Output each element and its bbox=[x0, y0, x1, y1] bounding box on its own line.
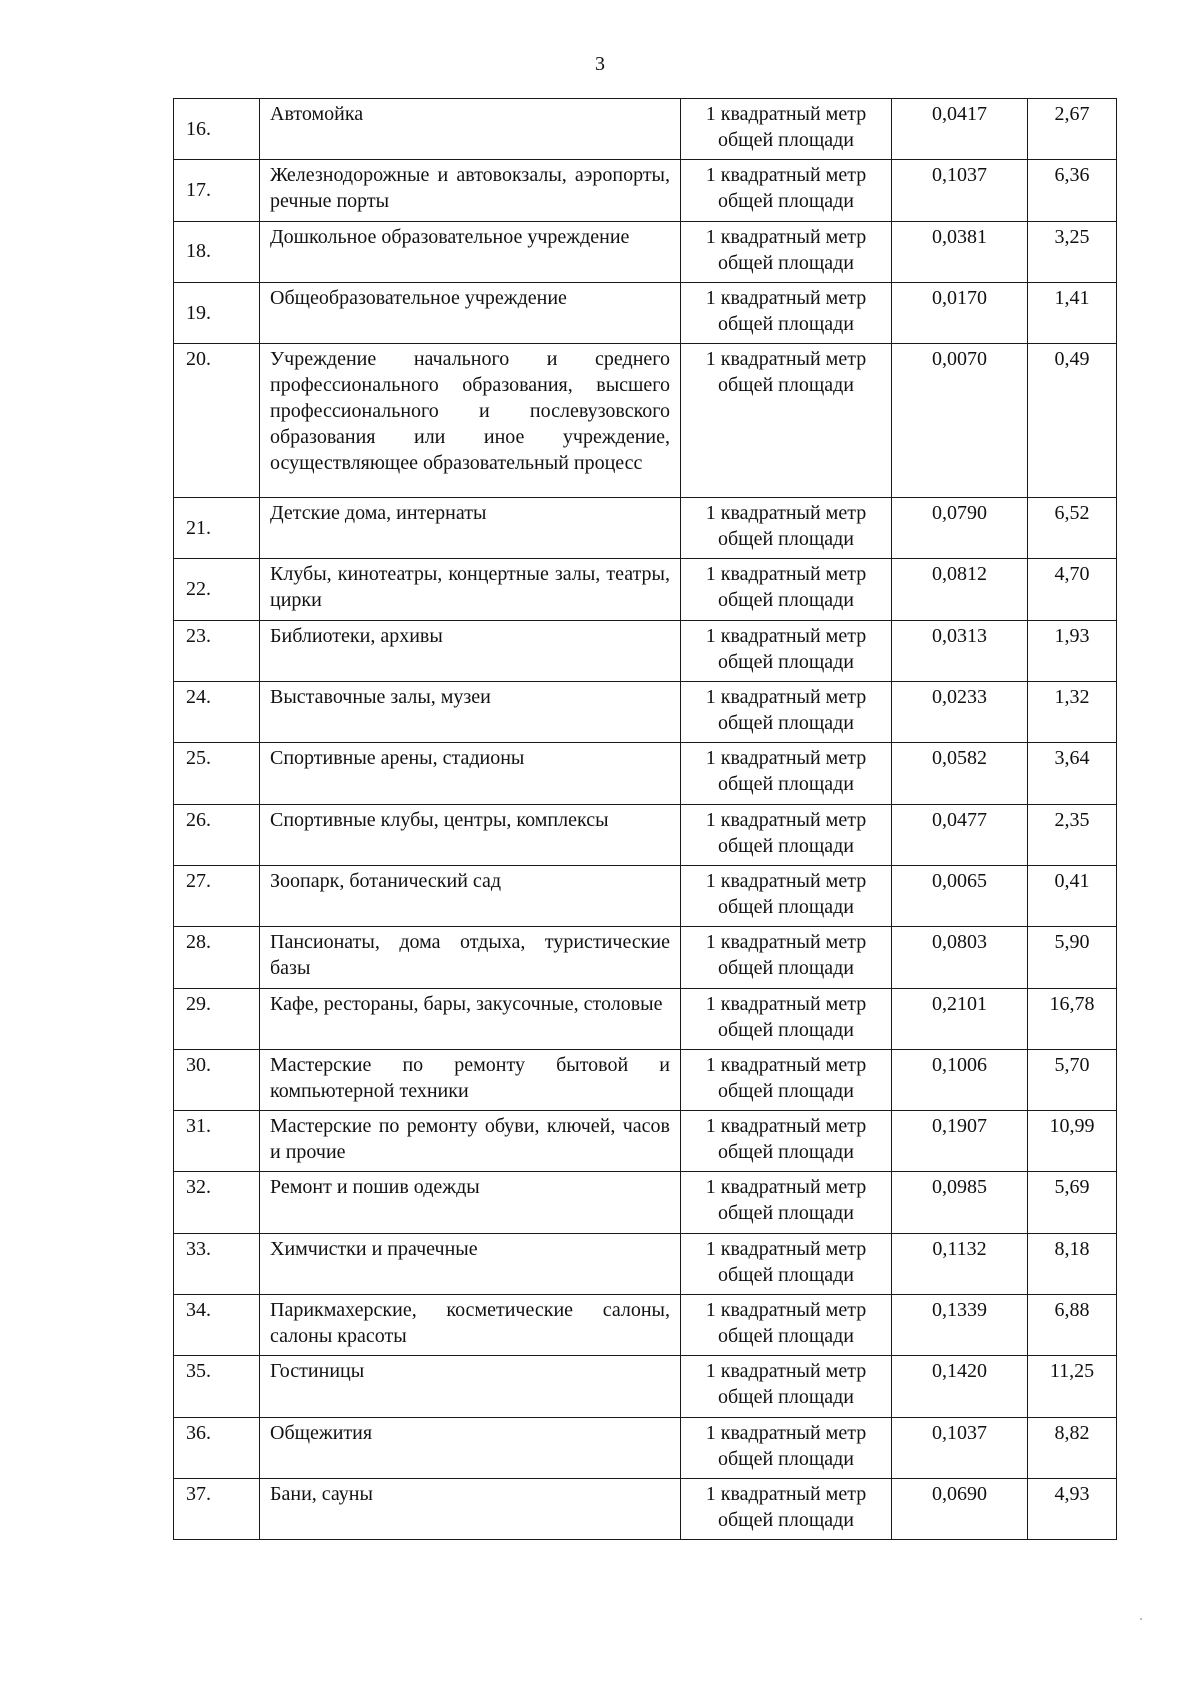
row-number: 30. bbox=[174, 1049, 260, 1110]
norm-value-2: 1,93 bbox=[1028, 620, 1117, 681]
norm-value-2: 3,64 bbox=[1028, 743, 1117, 804]
unit-of-measure: 1 квадратный метр общей площади bbox=[681, 221, 892, 282]
norms-table-body bbox=[174, 99, 1117, 1540]
table-row bbox=[174, 1417, 1117, 1478]
object-name: Мастерские по ремонту бытовой и компьютерной техники bbox=[260, 1049, 681, 1110]
object-name: Общежития bbox=[260, 1417, 681, 1478]
row-number: 20. bbox=[174, 344, 260, 498]
norm-value-2: 6,88 bbox=[1028, 1295, 1117, 1356]
unit-of-measure: 1 квадратный метр общей площади bbox=[681, 682, 892, 743]
row-number: 19. bbox=[174, 282, 260, 343]
unit-of-measure: 1 квадратный метр общей площади bbox=[681, 559, 892, 620]
row-number: 22. bbox=[174, 559, 260, 620]
object-name: Гостиницы bbox=[260, 1356, 681, 1417]
unit-of-measure: 1 квадратный метр общей площади bbox=[681, 804, 892, 865]
unit-of-measure: 1 квадратный метр общей площади bbox=[681, 1417, 892, 1478]
unit-of-measure: 1 квадратный метр общей площади bbox=[681, 99, 892, 160]
object-name: Дошкольное образовательное учреждение bbox=[260, 221, 681, 282]
object-name: Пансионаты, дома отдыха, туристические базы bbox=[260, 927, 681, 988]
object-name: Автомойка bbox=[260, 99, 681, 160]
object-name: Ремонт и пошив одежды bbox=[260, 1172, 681, 1233]
norm-value-2: 4,93 bbox=[1028, 1478, 1117, 1539]
table-row bbox=[174, 1172, 1117, 1233]
row-number: 29. bbox=[174, 988, 260, 1049]
table-row bbox=[174, 1356, 1117, 1417]
row-number: 28. bbox=[174, 927, 260, 988]
norm-value-1: 0,2101 bbox=[892, 988, 1028, 1049]
norm-value-2: 6,36 bbox=[1028, 160, 1117, 221]
norm-value-2: 8,82 bbox=[1028, 1417, 1117, 1478]
table-row bbox=[174, 1111, 1117, 1172]
unit-of-measure: 1 квадратный метр общей площади bbox=[681, 1233, 892, 1294]
object-name: Мастерские по ремонту обуви, ключей, часов и прочие bbox=[260, 1111, 681, 1172]
norm-value-2: 0,49 bbox=[1028, 344, 1117, 498]
row-number: 23. bbox=[174, 620, 260, 681]
norm-value-1: 0,1037 bbox=[892, 160, 1028, 221]
unit-of-measure: 1 квадратный метр общей площади bbox=[681, 620, 892, 681]
row-number: 16. bbox=[174, 99, 260, 160]
norm-value-2: 5,90 bbox=[1028, 927, 1117, 988]
unit-of-measure: 1 квадратный метр общей площади bbox=[681, 865, 892, 926]
table-row bbox=[174, 559, 1117, 620]
norm-value-1: 0,0690 bbox=[892, 1478, 1028, 1539]
object-name: Библиотеки, архивы bbox=[260, 620, 681, 681]
object-name: Учреждение начального и среднего профессионального образования, высшего профессионального и послевузовского образования или иное учреждение, осуществляющее образовательный процесс bbox=[260, 344, 681, 498]
object-name: Общеобразовательное учреждение bbox=[260, 282, 681, 343]
row-number: 36. bbox=[174, 1417, 260, 1478]
table-row bbox=[174, 988, 1117, 1049]
norm-value-1: 0,0582 bbox=[892, 743, 1028, 804]
unit-of-measure: 1 квадратный метр общей площади bbox=[681, 160, 892, 221]
norm-value-1: 0,0065 bbox=[892, 865, 1028, 926]
norm-value-1: 0,0477 bbox=[892, 804, 1028, 865]
row-number: 31. bbox=[174, 1111, 260, 1172]
object-name: Парикмахерские, косметические салоны, салоны красоты bbox=[260, 1295, 681, 1356]
unit-of-measure: 1 квадратный метр общей площади bbox=[681, 988, 892, 1049]
table-row bbox=[174, 1295, 1117, 1356]
scan-speck bbox=[1140, 1618, 1142, 1620]
table-row bbox=[174, 160, 1117, 221]
norm-value-1: 0,0790 bbox=[892, 498, 1028, 559]
row-number: 25. bbox=[174, 743, 260, 804]
object-name: Спортивные клубы, центры, комплексы bbox=[260, 804, 681, 865]
norm-value-1: 0,0417 bbox=[892, 99, 1028, 160]
unit-of-measure: 1 квадратный метр общей площади bbox=[681, 344, 892, 498]
page-number: 3 bbox=[595, 53, 605, 75]
row-number: 24. bbox=[174, 682, 260, 743]
norm-value-1: 0,1339 bbox=[892, 1295, 1028, 1356]
norm-value-1: 0,0233 bbox=[892, 682, 1028, 743]
norm-value-2: 5,70 bbox=[1028, 1049, 1117, 1110]
norm-value-1: 0,1420 bbox=[892, 1356, 1028, 1417]
norm-value-2: 5,69 bbox=[1028, 1172, 1117, 1233]
norm-value-1: 0,0313 bbox=[892, 620, 1028, 681]
row-number: 37. bbox=[174, 1478, 260, 1539]
row-number: 32. bbox=[174, 1172, 260, 1233]
table-row bbox=[174, 1233, 1117, 1294]
norm-value-1: 0,0070 bbox=[892, 344, 1028, 498]
table-row bbox=[174, 1049, 1117, 1110]
norm-value-2: 1,32 bbox=[1028, 682, 1117, 743]
row-number: 27. bbox=[174, 865, 260, 926]
norm-value-1: 0,1132 bbox=[892, 1233, 1028, 1294]
table-row bbox=[174, 620, 1117, 681]
norm-value-2: 2,35 bbox=[1028, 804, 1117, 865]
object-name: Бани, сауны bbox=[260, 1478, 681, 1539]
object-name: Выставочные залы, музеи bbox=[260, 682, 681, 743]
row-number: 26. bbox=[174, 804, 260, 865]
unit-of-measure: 1 квадратный метр общей площади bbox=[681, 1172, 892, 1233]
table-row bbox=[174, 99, 1117, 160]
object-name: Железнодорожные и автовокзалы, аэропорты, речные порты bbox=[260, 160, 681, 221]
norm-value-1: 0,1037 bbox=[892, 1417, 1028, 1478]
unit-of-measure: 1 квадратный метр общей площади bbox=[681, 927, 892, 988]
unit-of-measure: 1 квадратный метр общей площади bbox=[681, 743, 892, 804]
norm-value-1: 0,0170 bbox=[892, 282, 1028, 343]
norm-value-2: 3,25 bbox=[1028, 221, 1117, 282]
norm-value-2: 0,41 bbox=[1028, 865, 1117, 926]
table-row bbox=[174, 865, 1117, 926]
norm-value-2: 4,70 bbox=[1028, 559, 1117, 620]
norm-value-1: 0,1907 bbox=[892, 1111, 1028, 1172]
norm-value-2: 2,67 bbox=[1028, 99, 1117, 160]
norm-value-1: 0,1006 bbox=[892, 1049, 1028, 1110]
object-name: Кафе, рестораны, бары, закусочные, столовые bbox=[260, 988, 681, 1049]
row-number: 34. bbox=[174, 1295, 260, 1356]
row-number: 18. bbox=[174, 221, 260, 282]
table-row bbox=[174, 282, 1117, 343]
norm-value-2: 11,25 bbox=[1028, 1356, 1117, 1417]
table-row bbox=[174, 743, 1117, 804]
norm-value-2: 6,52 bbox=[1028, 498, 1117, 559]
norm-value-2: 8,18 bbox=[1028, 1233, 1117, 1294]
table-row bbox=[174, 344, 1117, 498]
unit-of-measure: 1 квадратный метр общей площади bbox=[681, 1478, 892, 1539]
table-row bbox=[174, 221, 1117, 282]
unit-of-measure: 1 квадратный метр общей площади bbox=[681, 1356, 892, 1417]
table-row bbox=[174, 682, 1117, 743]
object-name: Детские дома, интернаты bbox=[260, 498, 681, 559]
row-number: 35. bbox=[174, 1356, 260, 1417]
norm-value-1: 0,0803 bbox=[892, 927, 1028, 988]
unit-of-measure: 1 квадратный метр общей площади bbox=[681, 282, 892, 343]
table-row bbox=[174, 804, 1117, 865]
norm-value-1: 0,0985 bbox=[892, 1172, 1028, 1233]
norm-value-2: 10,99 bbox=[1028, 1111, 1117, 1172]
norms-table bbox=[173, 98, 1117, 1540]
row-number: 33. bbox=[174, 1233, 260, 1294]
table-row bbox=[174, 498, 1117, 559]
object-name: Клубы, кинотеатры, концертные залы, театры, цирки bbox=[260, 559, 681, 620]
row-number: 17. bbox=[174, 160, 260, 221]
object-name: Зоопарк, ботанический сад bbox=[260, 865, 681, 926]
unit-of-measure: 1 квадратный метр общей площади bbox=[681, 1049, 892, 1110]
unit-of-measure: 1 квадратный метр общей площади bbox=[681, 1295, 892, 1356]
norm-value-1: 0,0812 bbox=[892, 559, 1028, 620]
object-name: Спортивные арены, стадионы bbox=[260, 743, 681, 804]
norm-value-2: 16,78 bbox=[1028, 988, 1117, 1049]
object-name: Химчистки и прачечные bbox=[260, 1233, 681, 1294]
row-number: 21. bbox=[174, 498, 260, 559]
norm-value-1: 0,0381 bbox=[892, 221, 1028, 282]
unit-of-measure: 1 квадратный метр общей площади bbox=[681, 1111, 892, 1172]
norm-value-2: 1,41 bbox=[1028, 282, 1117, 343]
unit-of-measure: 1 квадратный метр общей площади bbox=[681, 498, 892, 559]
table-row bbox=[174, 1478, 1117, 1539]
table-row bbox=[174, 927, 1117, 988]
